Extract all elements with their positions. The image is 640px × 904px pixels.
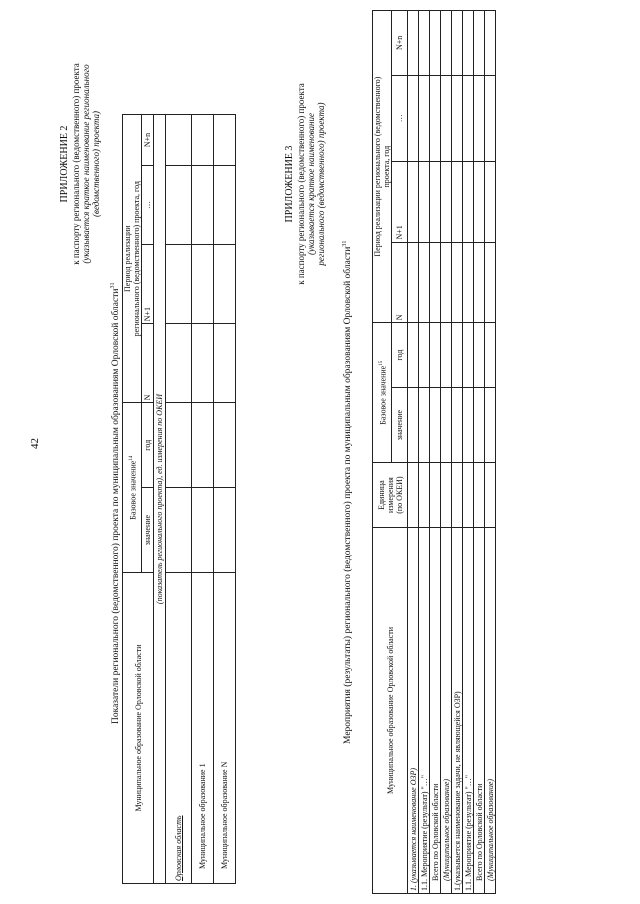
col-year-header: год bbox=[142, 403, 154, 488]
col-value-header: значение bbox=[142, 488, 154, 573]
col-n-header: N bbox=[142, 324, 154, 403]
row-ozr: 1. (указывается наименование ОЗР) bbox=[408, 527, 419, 893]
row-orel: Орловская область bbox=[166, 573, 192, 884]
row-total-2: Всего по Орловской области bbox=[474, 527, 485, 893]
col-year-header-3: год bbox=[392, 323, 408, 388]
col-n1-header: N+1 bbox=[142, 245, 154, 324]
row-event-2: 1.1. Мероприятие (результат) "…" bbox=[463, 527, 474, 893]
col-dots-header-3: … bbox=[392, 75, 408, 161]
col-base-header: Базовое значение$^{14}$ bbox=[123, 403, 142, 573]
col-mo-header-3: Муниципальное образование Орловской области bbox=[373, 527, 408, 893]
row-mo1: Муниципальное образование 1 bbox=[192, 573, 214, 884]
col-n-header-3: N bbox=[392, 242, 408, 323]
col-unit-header: Единица измерения (по ОКЕИ) bbox=[373, 463, 408, 528]
appendix-3-title: ПРИЛОЖЕНИЕ 3 bbox=[284, 145, 295, 223]
appendix-3-line3: регионального (ведомственного) проекта) bbox=[316, 102, 326, 266]
appendix-2-heading: Показатели регионального (ведомственного) проекта по муниципальным образованиям Орловской области$^{31}$ bbox=[110, 282, 122, 724]
page-number: 42 bbox=[29, 438, 41, 449]
appendix-2-title: ПРИЛОЖЕНИЕ 2 bbox=[59, 125, 70, 203]
col-period-header: Период реализации регионального (ведомственного) проекта, год bbox=[123, 115, 142, 403]
span-row: (показатель регионального проекта), ед. измерения по ОКЕИ bbox=[154, 115, 166, 884]
col-value-header-3: значение bbox=[392, 387, 408, 462]
col-mo-header: Муниципальное образование Орловской области bbox=[123, 573, 154, 884]
row-event-1: 1.1. Мероприятие (результат) "…" bbox=[419, 527, 430, 893]
col-period-header-3: Период реализации регионального (ведомственного) проекта, год bbox=[373, 11, 392, 323]
row-total-1: Всего по Орловской области bbox=[430, 527, 441, 893]
row-task: 1.(указывается наименование задачи, не являющейся ОЗР) bbox=[452, 527, 463, 893]
appendix-3-heading: Мероприятия (результаты) регионального (ведомственного) проекта по муниципальным образованиям Орловской области$^{31}$ bbox=[342, 240, 354, 744]
appendix-2-table bbox=[122, 114, 236, 884]
appendix-2-line1: к паспорту регионального (ведомственного) проекта bbox=[71, 63, 81, 265]
col-n1-header-3: N+1 bbox=[392, 161, 408, 242]
row-mo-2: (Муниципальное образование) bbox=[485, 527, 496, 893]
row-mo-1: (Муниципальное образование) bbox=[441, 527, 452, 893]
appendix-2-line2: (указывается краткое наименование регионального bbox=[81, 64, 91, 264]
col-dots-header: … bbox=[142, 165, 154, 244]
appendix-3-table bbox=[372, 10, 496, 894]
appendix-2-line3: (ведомственного) проекта) bbox=[91, 111, 101, 217]
col-nn-header-3: N+n bbox=[392, 11, 408, 76]
col-base-header-3: Базовое значение$^{15}$ bbox=[373, 323, 392, 463]
row-mon: Муниципальное образование N bbox=[214, 573, 236, 884]
appendix-3-line2: (указывается краткое наименование bbox=[306, 112, 316, 256]
col-nn-header: N+n bbox=[142, 115, 154, 166]
appendix-3-line1: к паспорту регионального (ведомственного) проекта bbox=[296, 83, 306, 285]
